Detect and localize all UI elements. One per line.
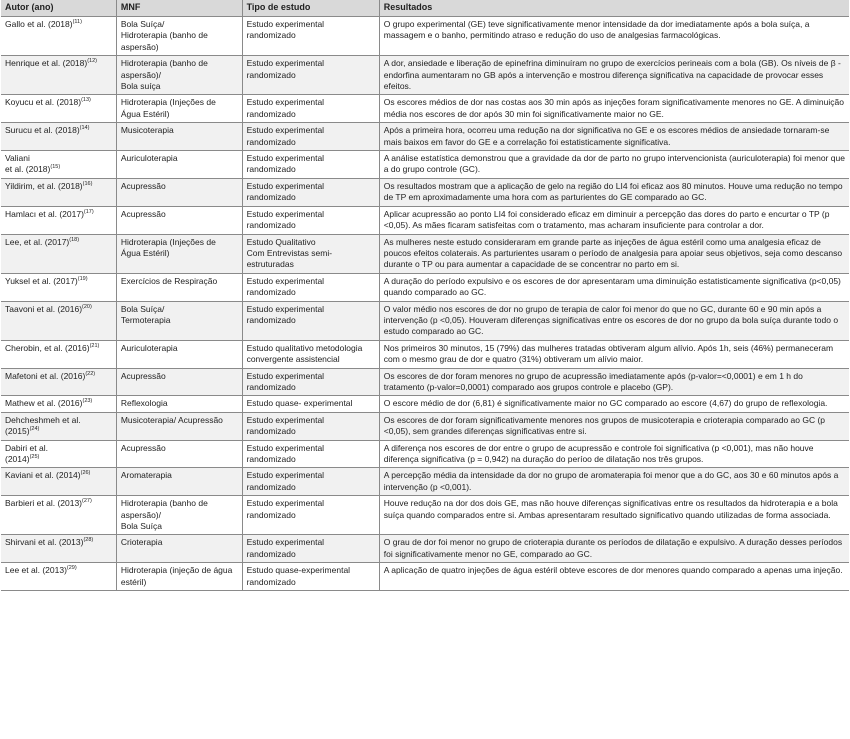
reference-number: (17) xyxy=(83,208,94,215)
cell-tipo: Estudo quase- experimental xyxy=(242,396,379,412)
cell-autor xyxy=(1,95,116,123)
reference-number: (11) xyxy=(72,19,82,25)
table-header xyxy=(1,0,849,17)
table-row xyxy=(1,234,849,273)
table-row xyxy=(1,123,849,151)
cell-tipo: Estudo experimental randomizado xyxy=(242,151,379,179)
cell-resultados: O valor médio nos escores de dor no grupo de terapia de calor foi menor do que no GC, durante 60 e 90 min após a intervenção (p <0,05). Houveram diferenças significativas entre os escores de dor no grupo da bola suíça durante todo o estudo comparado ao GC. xyxy=(379,301,849,340)
cell-autor xyxy=(1,440,116,468)
cell-mnf: Aromaterapia xyxy=(116,468,242,496)
autor-text: Gallo et al. (2018) xyxy=(5,19,73,29)
cell-autor xyxy=(1,178,116,206)
cell-mnf: Auriculoterapia xyxy=(116,340,242,368)
cell-resultados: A percepção média da intensidade da dor no grupo de aromaterapia foi menor que a do GC, aos 30 e 60 minutos após a intervenção (p <0,001). xyxy=(379,468,849,496)
reference-number: (16) xyxy=(82,180,93,187)
autor-text: Lee et al. (2013) xyxy=(5,565,67,576)
cell-tipo: Estudo experimental randomizado xyxy=(242,301,379,340)
reference-number: (14) xyxy=(79,125,90,132)
reference-number: (28) xyxy=(83,537,94,544)
reference-number: (19) xyxy=(77,275,88,282)
cell-autor xyxy=(1,496,116,535)
cell-tipo: Estudo experimental randomizado xyxy=(242,496,379,535)
cell-autor xyxy=(1,368,116,396)
reference-number: (22) xyxy=(85,370,96,377)
cell-tipo: Estudo experimental randomizado xyxy=(242,535,379,563)
cell-mnf: Hidroterapia (Injeções de Água Estéril) xyxy=(116,234,242,273)
table-body xyxy=(1,17,849,591)
cell-mnf: Reflexologia xyxy=(116,396,242,412)
autor-text: Mafetoni et al. (2016) xyxy=(5,370,86,381)
autor-text: Lee, et al. (2017) xyxy=(5,236,70,247)
cell-tipo: Estudo experimental randomizado xyxy=(242,440,379,468)
cell-resultados: O grau de dor foi menor no grupo de crioterapia durante os períodos de dilatação e expulsivo. A duração desses períodos foi significativamente menor no GE, comparado ao GC. xyxy=(379,535,849,563)
autor-text: Henrique et al. (2018) xyxy=(5,58,88,69)
cell-autor xyxy=(1,563,116,591)
cell-mnf: Acupressão xyxy=(116,178,242,206)
cell-resultados: O grupo experimental (GE) teve significativamente menor intensidade da dor imediatamente após a bola suíça, a massagem e o banho, permitindo atraso e redução do uso de analgesias farmacológicas. xyxy=(379,17,849,56)
reference-number: (20) xyxy=(82,303,92,310)
cell-mnf: Acupressão xyxy=(116,440,242,468)
autor-text: Dehcheshmeh et al. (2015) xyxy=(5,414,81,437)
cell-mnf: Acupressão xyxy=(116,368,242,396)
cell-autor xyxy=(1,301,116,340)
cell-autor xyxy=(1,273,116,301)
cell-resultados: A diferença nos escores de dor entre o grupo de acupressão e controle foi significativa (p <0,001), mas não houve diferença significativa (p = 0,942) na duração do períoo de dilatação nos três grupos. xyxy=(379,440,849,468)
header-mnf: MNF xyxy=(116,0,242,17)
cell-mnf: Hidroterapia (Injeções de Água Estéril) xyxy=(116,95,242,123)
cell-autor xyxy=(1,206,116,234)
autor-text: Taavoni et al. (2016) xyxy=(5,303,83,314)
cell-autor xyxy=(1,396,116,412)
autor-text: Kaviani et al. (2014) xyxy=(5,470,81,481)
cell-autor xyxy=(1,412,116,440)
cell-autor xyxy=(1,17,116,56)
cell-mnf: Musicoterapia xyxy=(116,123,242,151)
table-row xyxy=(1,440,849,468)
table-row xyxy=(1,340,849,368)
cell-mnf: Exercícios de Respiração xyxy=(116,273,242,301)
table-row xyxy=(1,206,849,234)
table-row xyxy=(1,178,849,206)
cell-tipo: Estudo quase-experimental randomizado xyxy=(242,563,379,591)
reference-number: (25) xyxy=(29,454,40,460)
table-row xyxy=(1,368,849,396)
table-row xyxy=(1,535,849,563)
reference-number: (24) xyxy=(29,426,40,433)
reference-number: (12) xyxy=(87,58,97,65)
cell-autor xyxy=(1,123,116,151)
cell-autor xyxy=(1,151,116,179)
autor-text: Hamlacı et al. (2017) xyxy=(5,208,84,219)
table-row xyxy=(1,496,849,535)
reference-number: (27) xyxy=(82,498,92,505)
table-row xyxy=(1,468,849,496)
reference-number: (18) xyxy=(69,236,80,243)
cell-tipo: Estudo experimental randomizado xyxy=(242,368,379,396)
cell-resultados: A análise estatística demonstrou que a gravidade da dor de parto no grupo intervencionista (auriculoterapia) foi menor que a do grupo controle (GC). xyxy=(379,151,849,179)
header-tipo: Tipo de estudo xyxy=(242,0,379,17)
cell-autor xyxy=(1,468,116,496)
table-row xyxy=(1,95,849,123)
cell-resultados: O escore médio de dor (6,81) é significativamente maior no GC comparado ao escore (4,67) do grupo de reflexologia. xyxy=(379,396,849,412)
reference-number: (29) xyxy=(66,565,77,572)
table-row xyxy=(1,273,849,301)
table-row xyxy=(1,17,849,56)
cell-tipo: Estudo experimental randomizado xyxy=(242,17,379,56)
cell-resultados: A duração do período expulsivo e os escores de dor apresentaram uma diminuição estatisticamente significativa (p<0,05) quando comparado ao GC. xyxy=(379,273,849,301)
autor-text: Valiani et al. (2018) xyxy=(5,153,51,175)
cell-mnf: Bola Suíça/ Hidroterapia (banho de aspersão) xyxy=(116,17,242,56)
cell-resultados: Houve redução na dor dos dois GE, mas não houve diferenças significativas entre os resultados da hidroterapia e a bola suíça quando comparados entre si. Ambas apresentaram resultado significativo quando utilizadas de forma associada. xyxy=(379,496,849,535)
cell-mnf: Hidroterapia (banho de aspersão)/ Bola suíça xyxy=(116,56,242,95)
autor-text: Yuksel et al. (2017) xyxy=(5,275,78,286)
cell-mnf: Musicoterapia/ Acupressão xyxy=(116,412,242,440)
autor-text: Cherobin, et al. (2016) xyxy=(5,342,90,353)
cell-tipo: Estudo qualitativo metodologia convergente assistencial xyxy=(242,340,379,368)
cell-mnf: Hidroterapia (injeção de água estéril) xyxy=(116,563,242,591)
reference-number: (15) xyxy=(50,164,61,171)
cell-mnf: Hidroterapia (banho de aspersão)/ Bola Suíça xyxy=(116,496,242,535)
cell-mnf: Acupressão xyxy=(116,206,242,234)
header-resultados: Resultados xyxy=(379,0,849,17)
cell-tipo: Estudo experimental randomizado xyxy=(242,123,379,151)
results-table xyxy=(1,0,849,591)
autor-text: Shirvani et al. (2013) xyxy=(5,537,84,548)
cell-mnf: Crioterapia xyxy=(116,535,242,563)
autor-text: Yildirim, et al. (2018) xyxy=(5,180,83,191)
table-row xyxy=(1,412,849,440)
autor-text: Koyucu et al. (2018) xyxy=(5,97,82,108)
header-autor: Autor (ano) xyxy=(1,0,116,17)
reference-number: (13) xyxy=(81,97,91,104)
cell-resultados: Nos primeiros 30 minutos, 15 (79%) das mulheres tratadas obtiveram algum alívio. Após 1h, seis (46%) permaneceram com o mesmo grau de dor e quatro (31%) obtiveram um alívio maior. xyxy=(379,340,849,368)
reference-number: (23) xyxy=(82,398,93,405)
cell-tipo: Estudo experimental randomizado xyxy=(242,206,379,234)
autor-text: Surucu et al. (2018) xyxy=(5,125,80,136)
cell-autor xyxy=(1,56,116,95)
table-row xyxy=(1,151,849,179)
cell-autor xyxy=(1,535,116,563)
reference-number: (26) xyxy=(80,470,91,477)
reference-number: (21) xyxy=(89,342,100,349)
header-row xyxy=(1,0,849,17)
cell-tipo: Estudo experimental randomizado xyxy=(242,273,379,301)
cell-tipo: Estudo experimental randomizado xyxy=(242,178,379,206)
cell-tipo: Estudo Qualitativo Com Entrevistas semi-estruturadas xyxy=(242,234,379,273)
autor-text: Barbieri et al. (2013) xyxy=(5,498,83,509)
cell-tipo: Estudo experimental randomizado xyxy=(242,412,379,440)
cell-resultados: Os escores médios de dor nas costas aos 30 min após as injeções foram significativamente menores no GE. A diminuição média nos escores de dor após 30 min foi significativamente maior no GE. xyxy=(379,95,849,123)
cell-tipo: Estudo experimental randomizado xyxy=(242,56,379,95)
cell-resultados: A aplicação de quatro injeções de água estéril obteve escores de dor menores quando comparado a apenas uma injeção. xyxy=(379,563,849,591)
cell-tipo: Estudo experimental randomizado xyxy=(242,95,379,123)
table-row xyxy=(1,563,849,591)
table-row xyxy=(1,396,849,412)
cell-tipo: Estudo experimental randomizado xyxy=(242,468,379,496)
autor-text: Mathew et al. (2016) xyxy=(5,398,83,409)
cell-autor xyxy=(1,234,116,273)
autor-text: Dabiri et al. (2014) xyxy=(5,442,48,464)
cell-resultados: Os escores de dor foram menores no grupo de acupressão imediatamente após (p-valor=<0,0001) e em 1 h do tratamento (p-valor=0,0001) comparado aos grupos controle e placebo (GP). xyxy=(379,368,849,396)
table-row xyxy=(1,56,849,95)
cell-mnf: Auriculoterapia xyxy=(116,151,242,179)
cell-resultados: Os resultados mostram que a aplicação de gelo na região do LI4 foi eficaz aos 80 minutos. Houve uma redução no tempo de TP em aproximadamente uma hora com as parturientes do GE comparado ao GC. xyxy=(379,178,849,206)
cell-resultados: Aplicar acupressão ao ponto LI4 foi considerado eficaz em diminuir a percepção das dores do parto e encurtar o TP (p <0,05). As mães ficaram satisfeitas com o tratamento, mas acharam insuficiente para controlar a dor. xyxy=(379,206,849,234)
cell-resultados: A dor, ansiedade e liberação de epinefrina diminuíram no grupo de exercícios perineais com a bola (GB). Os níveis de β - endorfina aumentaram no GB após a intervenção e mostrou diferença significativa na capacidade de provocar esses efeitos. xyxy=(379,56,849,95)
cell-resultados: Após a primeira hora, ocorreu uma redução na dor significativa no GE e os escores médios de ansiedade tornaram-se mais baixos em favor do GE e a correlação foi estatisticamente significativa. xyxy=(379,123,849,151)
table-row xyxy=(1,301,849,340)
cell-mnf: Bola Suíça/ Termoterapia xyxy=(116,301,242,340)
cell-resultados: As mulheres neste estudo consideraram em grande parte as injeções de água estéril como uma analgesia eficaz de poucos efeitos colaterais. As parturientes usaram o período de analgesia para apoiar seus objetivos, seja como descanso durante o TP ou para aumentar a capacidade de se concentrar no parto em si. xyxy=(379,234,849,273)
cell-autor xyxy=(1,340,116,368)
cell-resultados: Os escores de dor foram significativamente menores nos grupos de musicoterapia e crioterapia comparado ao GC (p <0,05), sem grandes diferenças significativas entre si. xyxy=(379,412,849,440)
